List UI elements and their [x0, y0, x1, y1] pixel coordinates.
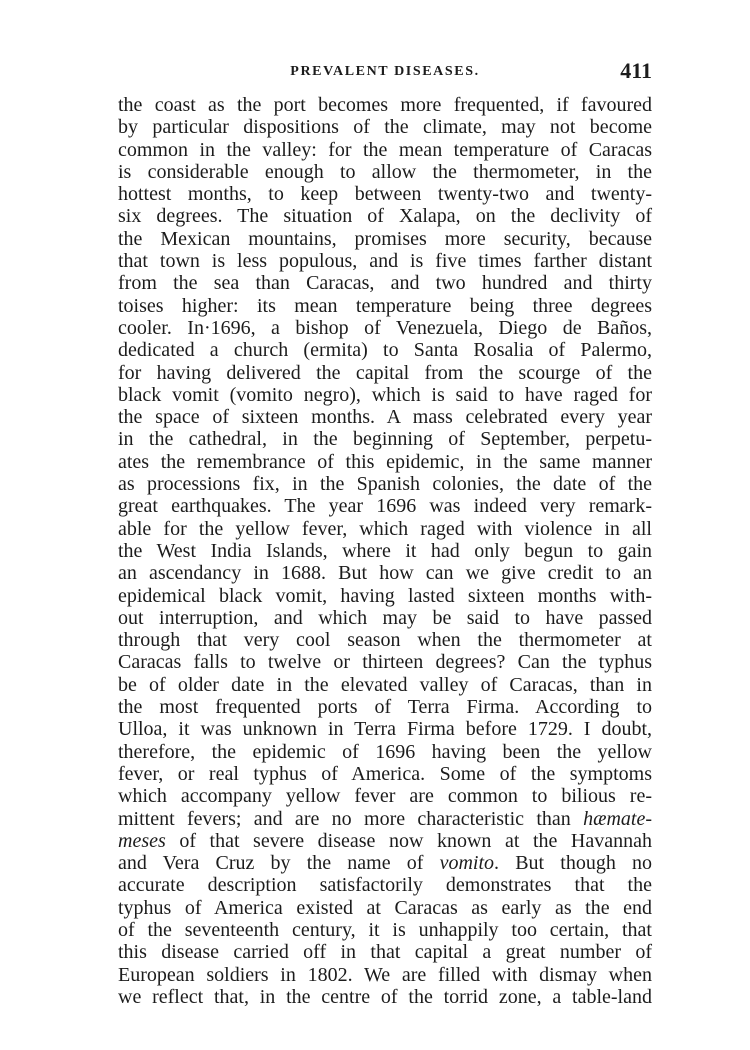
text-line [118, 830, 652, 852]
text-segment: and Vera Cruz by the name of [118, 852, 440, 875]
text-line: the West India Islands, where it had only begun to gain [118, 539, 652, 562]
text-line: epidemical black vomit, having lasted sixteen months with- [118, 584, 652, 607]
text-line: as processions fix, in the Spanish colonies, the date of the [118, 473, 652, 496]
text-line [118, 852, 652, 874]
text-line: that town is less populous, and is five times farther distant [118, 250, 652, 273]
text-line: which accompany yellow fever are common to bilious re- [118, 785, 652, 808]
text-line: by particular dispositions of the climate, may not become [118, 116, 652, 139]
text-segment: . But though no [494, 852, 653, 875]
italic-segment: meses [118, 829, 166, 852]
text-line: is considerable enough to allow the thermometer, in the [118, 160, 652, 183]
text-line: out interruption, and which may be said to have passed [118, 606, 652, 629]
text-line: an ascendancy in 1688. But how can we give credit to an [118, 562, 652, 585]
text-line: Ulloa, it was unknown in Terra Firma before 1729. I doubt, [118, 718, 652, 741]
text-line: dedicated a church (ermita) to Santa Rosalia of Palermo, [118, 339, 652, 362]
text-line: cooler. In·1696, a bishop of Venezuela, Diego de Baños, [118, 316, 652, 339]
running-title: PREVALENT DISEASES. [290, 64, 480, 79]
text-segment: mittent fevers; and are no more characteristic than [118, 807, 584, 830]
text-line: the space of sixteen months. A mass celebrated every year [118, 406, 652, 429]
text-line [118, 808, 652, 830]
text-line: this disease carried off in that capital a great number of [118, 941, 652, 964]
italic-segment: hæmate- [583, 807, 652, 830]
text-line: for having delivered the capital from the scourge of the [118, 361, 652, 384]
text-line: common in the valley: for the mean temperature of Caracas [118, 138, 652, 161]
running-head [118, 58, 652, 88]
text-line: great earthquakes. The year 1696 was indeed very remark- [118, 495, 652, 518]
text-line: of the seventeenth century, it is unhappily too certain, that [118, 918, 652, 941]
text-line: black vomit (vomito negro), which is said to have raged for [118, 383, 652, 406]
text-line: in the cathedral, in the beginning of September, perpetu- [118, 428, 652, 451]
text-line: Caracas falls to twelve or thirteen degrees? Can the typhus [118, 651, 652, 674]
text-line: typhus of America existed at Caracas as early as the end [118, 896, 652, 919]
text-line: fever, or real typhus of America. Some of the symptoms [118, 762, 652, 785]
text-line: we reflect that, in the centre of the torrid zone, a table-land [118, 985, 652, 1008]
text-line: six degrees. The situation of Xalapa, on the declivity of [118, 205, 652, 228]
text-line: hottest months, to keep between twenty-two and twenty- [118, 183, 652, 206]
text-line: be of older date in the elevated valley of Caracas, than in [118, 673, 652, 696]
text-line: through that very cool season when the thermometer at [118, 629, 652, 652]
italic-segment: vomito [439, 852, 495, 875]
text-line: therefore, the epidemic of 1696 having been the yellow [118, 740, 652, 763]
text-line: the coast as the port becomes more frequented, if favoured [118, 94, 652, 116]
body-text [118, 94, 652, 1008]
page-number: 411 [620, 58, 652, 83]
text-line: able for the yellow fever, which raged with violence in all [118, 517, 652, 540]
text-line: the most frequented ports of Terra Firma. According to [118, 696, 652, 719]
text-line: accurate description satisfactorily demonstrates that the [118, 874, 652, 897]
text-line: European soldiers in 1802. We are filled with dismay when [118, 963, 652, 986]
text-line: from the sea than Caracas, and two hundred and thirty [118, 272, 652, 295]
text-line: ates the remembrance of this epidemic, in the same manner [118, 450, 652, 473]
text-segment: of that severe disease now known at the Havannah [165, 829, 652, 852]
text-line: the Mexican mountains, promises more security, because [118, 227, 652, 250]
text-line: toises higher: its mean temperature being three degrees [118, 294, 652, 317]
